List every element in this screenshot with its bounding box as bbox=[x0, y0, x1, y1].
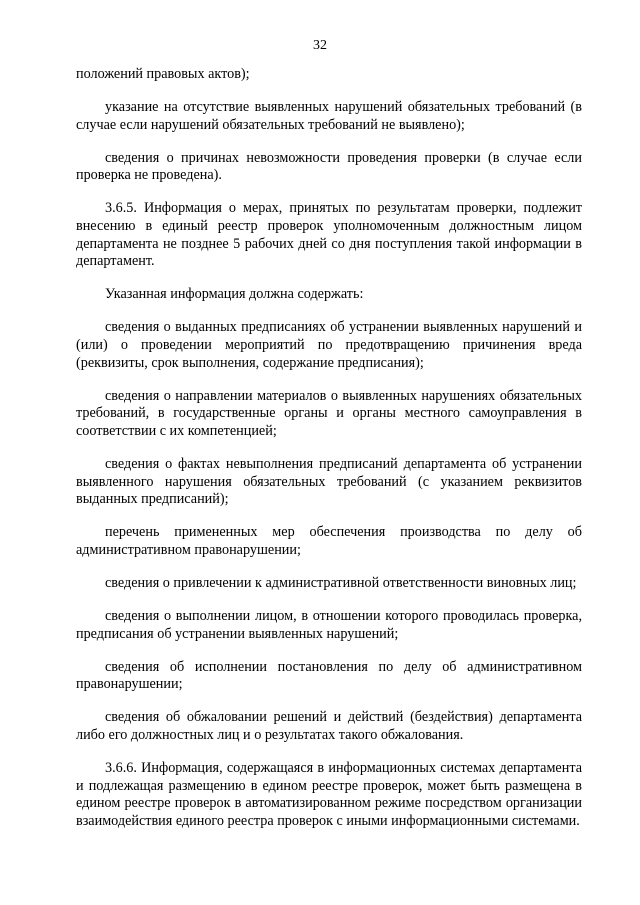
paragraph-3-6-6: 3.6.6. Информация, содержащаяся в информационных системах департамента и подлежащая размещению в едином реестре проверок, может быть размещена в едином реестре проверок в автоматизированном режиме посредством организации взаимодействия единого реестра проверок с иными информационными системами. bbox=[76, 760, 582, 829]
paragraph-resolution-execution: сведения об исполнении постановления по делу об административном правонарушении; bbox=[76, 658, 582, 693]
paragraph-orders-issued: сведения о выданных предписаниях об устранении выявленных нарушений и (или) о проведении мероприятий по предотвращению причинения вреда (реквизиты, срок выполнения, содержание предписания); bbox=[76, 319, 582, 371]
paragraph-3-6-5: 3.6.5. Информация о мерах, принятых по результатам проверки, подлежит внесению в единый реестр проверок уполномоченным должностным лицом департамента не позднее 5 рабочих дней со дня поступления такой информации в департамент. bbox=[76, 200, 582, 270]
paragraph-appeals: сведения об обжаловании решений и действий (бездействия) департамента либо его должностных лиц и о результатах такого обжалования. bbox=[76, 709, 582, 744]
page-number: 32 bbox=[313, 38, 327, 53]
paragraph-non-fulfillment: сведения о фактах невыполнения предписаний департамента об устранении выявленного нарушения обязательных требований (с указанием реквизитов выданных предписаний); bbox=[76, 456, 582, 508]
document-body bbox=[76, 66, 582, 846]
paragraph-inspection-not-held: сведения о причинах невозможности проведения проверки (в случае если проверка не проведена). bbox=[76, 149, 582, 184]
paragraph-enforcement-measures: перечень примененных мер обеспечения производства по делу об административном правонарушении; bbox=[76, 524, 582, 558]
paragraph-liability: сведения о привлечении к административной ответственности виновных лиц; bbox=[105, 574, 577, 591]
paragraph-info-contents: Указанная информация должна содержать: bbox=[105, 286, 364, 303]
paragraph-continuation: положений правовых актов); bbox=[76, 66, 250, 82]
paragraph-materials-sent: сведения о направлении материалов о выявленных нарушениях обязательных требований, в государственные органы и органы местного самоуправления в соответствии с их компетенцией; bbox=[76, 387, 582, 439]
paragraph-no-violations: указание на отсутствие выявленных нарушений обязательных требований (в случае если нарушений обязательных требований не выявлено); bbox=[76, 99, 582, 133]
paragraph-order-fulfillment: сведения о выполнении лицом, в отношении которого проводилась проверка, предписания об устранении выявленных нарушений; bbox=[76, 608, 582, 642]
